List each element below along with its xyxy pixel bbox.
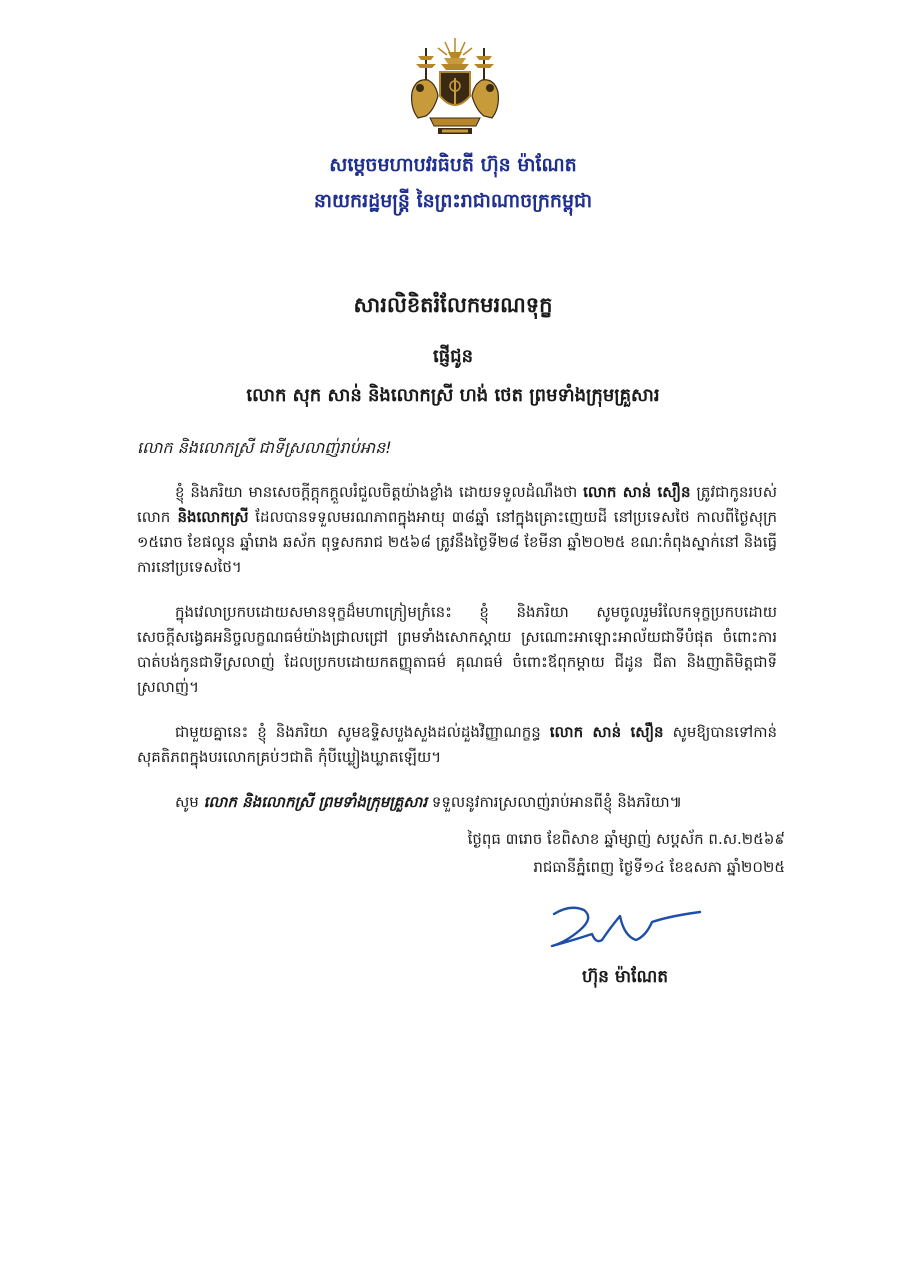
- recipients: លោក សុក សាន់ និងលោកស្រី ហង់ ថេត ព្រមទាំងក្រុមគ្រួសារ: [246, 385, 660, 406]
- handwritten-signature: [540, 900, 710, 956]
- lunar-date: ថ្ងៃពុធ ៣រោច ខែពិសាខ ឆ្នាំម្សាញ់ សប្តស័ក ព.ស.២៥៦៩: [467, 830, 785, 848]
- salutation: លោក និងលោកស្រី ជាទីស្រលាញ់រាប់អាន!: [137, 438, 392, 457]
- paragraph-1-text-b: ត្រូវជាកូនរបស់: [690, 483, 777, 501]
- deceased-name: លោក សាន់ សឿន: [583, 483, 691, 501]
- paragraph-1: [137, 480, 777, 580]
- place-date: រាជធានីភ្នំពេញ ថ្ងៃទី១៤ ខែឧសភា ឆ្នាំ២០២៥: [533, 858, 785, 876]
- signer-name: ហ៊ុន ម៉ាណែត: [581, 967, 669, 987]
- deceased-name-2: លោក សាន់ សឿន: [549, 723, 664, 741]
- paragraph-3-text-a: ជាមួយគ្នានេះ ខ្ញុំ និងភរិយា សូមឧទ្ទិសបួងសួងដល់ដួងវិញ្ញាណក្ខន្ធ: [175, 723, 550, 741]
- paragraph-1-text-e: ដែលបានទទួលមរណភាពក្នុងអាយុ ៣៨ឆ្នាំ នៅក្នុងគ្រោះញេយដី នៅប្រទេសថៃ កាលពីថ្ងៃសុក្រ ១៥រោច ខែផល្គុន ឆ្នាំរោង ឆស័ក ពុទ្ធសករាជ ២៥៦៨ ត្រូវនឹងថ្ងៃទី២៨ ខែមីនា ឆ្នាំ២០២៥ ខណៈកំពុងស្នាក់នៅ និងធ្វើការនៅប្រទេសថៃ។: [137, 508, 778, 576]
- paragraph-3-text-b: សូមឱ្យបានទៅកាន់សុគតិភពក្នុងបរលោកគ្រប់ៗជាតិ កុំបីឃ្លៀងឃ្លាតឡើយ។: [137, 723, 778, 766]
- to-label: ផ្ញើជូន: [433, 346, 473, 367]
- paragraph-4-text-a: សូម: [175, 793, 204, 811]
- royal-arms-of-cambodia-icon: [404, 34, 506, 138]
- paragraph-4: [137, 790, 777, 815]
- paragraph-1-mother: និងលោកស្រី: [170, 508, 249, 526]
- paragraph-1-text-a: ខ្ញុំ និងភរិយា មានសេចក្តីក្តុកក្តួលរំជួលចិត្តយ៉ាងខ្លាំង ដោយទទួលដំណឹងថា: [175, 483, 584, 501]
- paragraph-3: [137, 720, 777, 770]
- sender-title: នាយករដ្ឋមន្ត្រី នៃព្រះរាជាណាចក្រកម្ពុជា: [313, 190, 593, 212]
- paragraph-1-father: លោក: [137, 508, 171, 526]
- paragraph-2: ក្នុងវេលាប្រកបដោយសមានទុក្ខដ៏មហាក្រៀមក្រំនេះ ខ្ញុំ និងភរិយា សូមចូលរួមរំលែកទុក្ខប្រកបដោយសេចក្តីសង្វេគអនិច្ចលក្ខណធម៌យ៉ាងជ្រាលជ្រៅ ព្រមទាំងសោកស្តាយ ស្រណោះអាឡោះអាល័យជាទីបំផុត ចំពោះការបាត់បង់កូនជាទីស្រលាញ់ ដែលប្រកបដោយកតញ្ញុតាធម៌ គុណធម៌ ចំពោះឪពុកម្តាយ ជីដូន ជីតា និងញាតិមិត្តជាទីស្រលាញ់។: [137, 603, 777, 696]
- paragraph-4-text-c: ទទួលនូវការស្រលាញ់រាប់អានពីខ្ញុំ និងភរិយា៕: [427, 793, 683, 811]
- paragraph-4-recipients: លោក និងលោកស្រី ព្រមទាំងក្រុមគ្រួសារ: [203, 793, 428, 811]
- letter-title: សារលិខិតរំលែកមរណទុក្ខ: [353, 293, 553, 317]
- sender-name: សម្តេចមហាបវរធិបតី ហ៊ុន ម៉ាណែត: [329, 154, 577, 176]
